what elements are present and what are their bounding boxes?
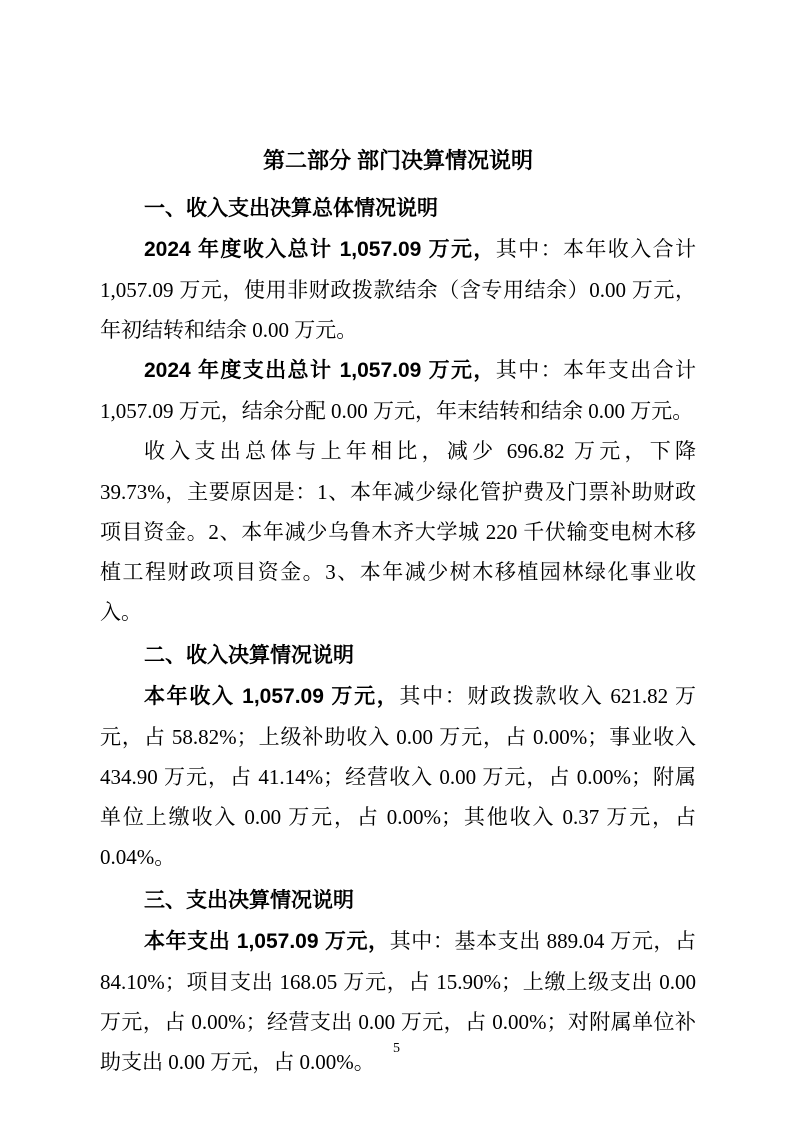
paragraph-annual-income-total: [100, 229, 696, 350]
paragraph-year-over-year-comparison: [100, 431, 696, 632]
document-title: 第二部分 部门决算情况说明: [262, 148, 534, 173]
paragraph-bold-lead: 本年支出 1,057.09 万元，: [144, 930, 390, 953]
paragraph-text: 其中：基本支出 889.04 万元，占 84.10%；项目支出 168.05 万元，占 15.90%；上缴上级支出 0.00 万元，占 0.00%；经营支出 0.00 万元，占 0.00%；对附属单位补助支出 0.00 万元，占 0.00%。: [100, 929, 696, 1074]
page-number: 5: [393, 1041, 400, 1056]
paragraph-text: 其中：本年支出合计 1,057.09 万元，结余分配 0.00 万元，年末结转和结余 0.00 万元。: [100, 358, 697, 423]
paragraph-text: 其中：财政拨款收入 621.82 万元，占 58.82%；上级补助收入 0.00 万元，占 0.00%；事业收入 434.90 万元，占 41.14%；经营收入 0.00 万元，占 0.00%；附属单位上缴收入 0.00 万元，占 0.00%；其他收入 0.37 万元，占 0.04%。: [100, 684, 697, 869]
paragraph-annual-expenditure-total: [100, 350, 696, 431]
section-2-heading: 二、收入决算情况说明: [144, 644, 354, 667]
paragraph-text: 其中：本年收入合计 1,057.09 万元，使用非财政拨款结余（含专用结余）0.00 万元，年初结转和结余 0.00 万元。: [100, 237, 697, 342]
paragraph-bold-lead: 2024 年度收入总计 1,057.09 万元，: [144, 238, 496, 261]
paragraph-text: 收入支出总体与上年相比，减少 696.82 万元，下降 39.73%，主要原因是：1、本年减少绿化管护费及门票补助财政项目资金。2、本年减少乌鲁木齐大学城 220 千伏输变电树木移植工程财政项目资金。3、本年减少树木移植园林绿化事业收入。: [100, 439, 696, 624]
paragraph-bold-lead: 本年收入 1,057.09 万元，: [144, 685, 400, 708]
paragraph-bold-lead: 2024 年度支出总计 1,057.09 万元，: [144, 359, 496, 382]
section-3-heading: 三、支出决算情况说明: [144, 889, 354, 912]
section-1-heading: 一、收入支出决算总体情况说明: [144, 197, 438, 220]
section-income-expenditure-overview: [100, 189, 696, 632]
paragraph-income-breakdown: [100, 676, 696, 877]
section-income-details: [100, 636, 696, 877]
